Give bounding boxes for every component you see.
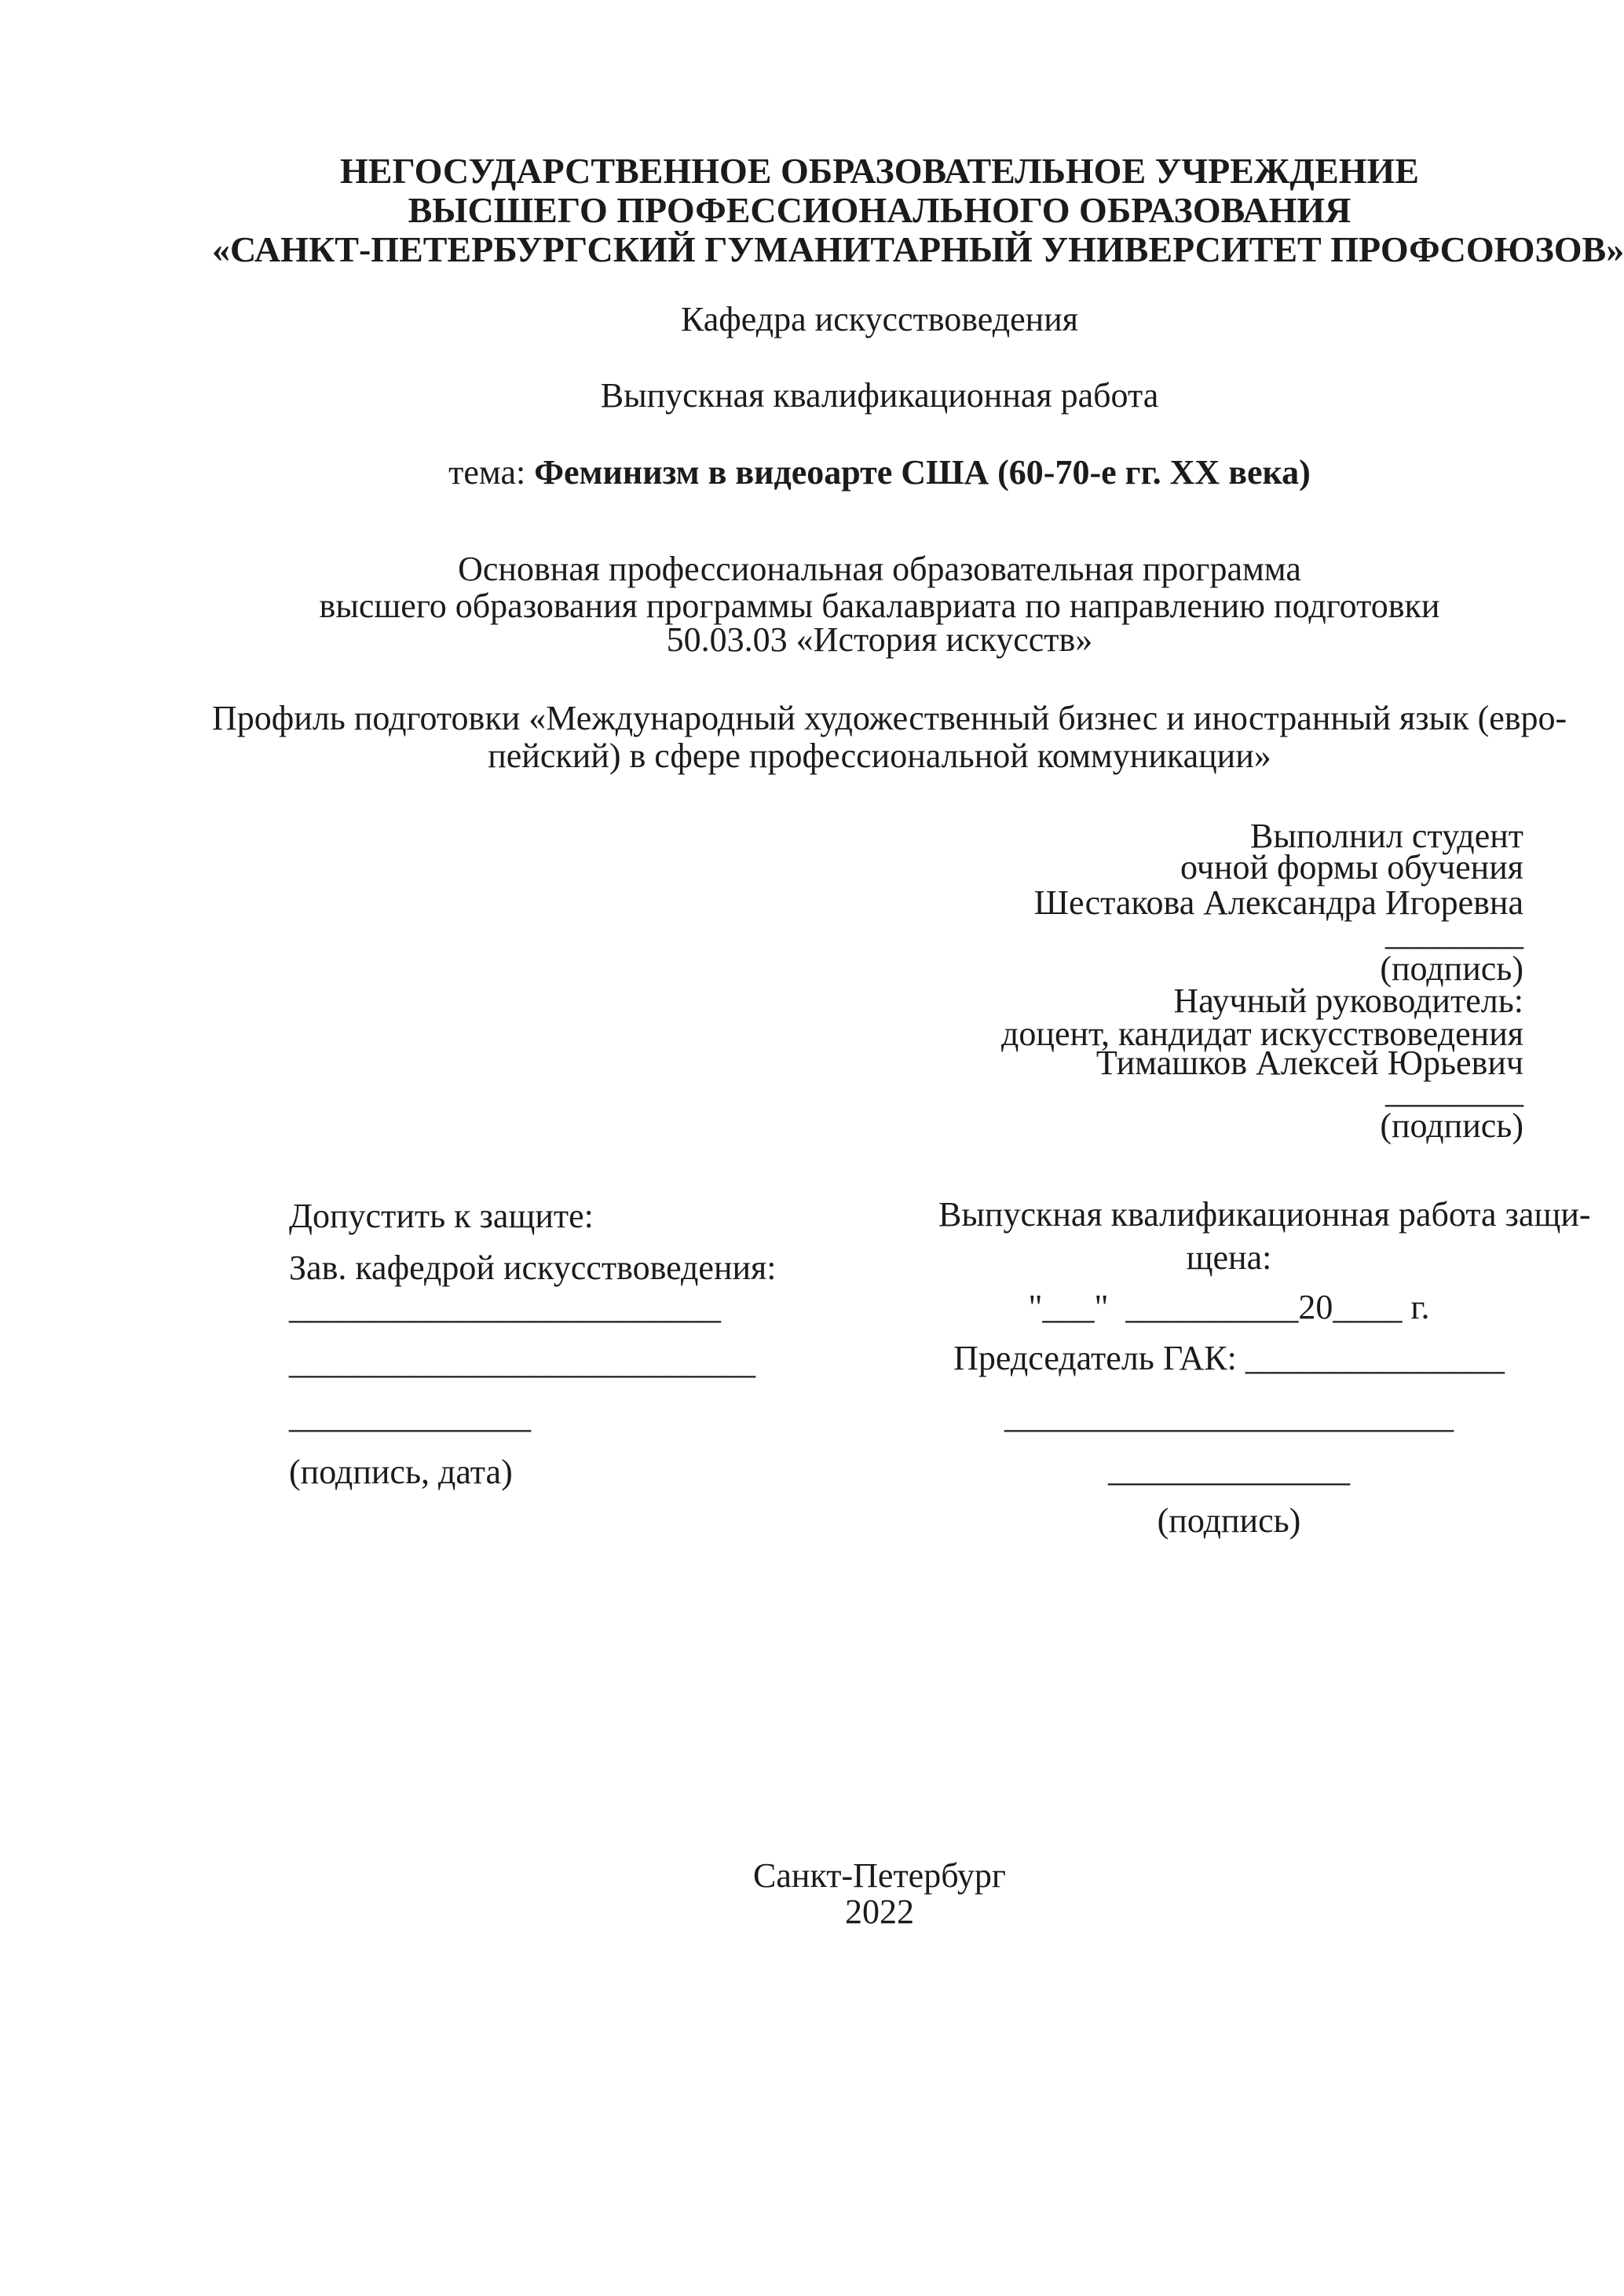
theme-line [212, 455, 1547, 490]
admission-blank-line-2: ___________________________ [289, 1343, 755, 1381]
author-name-line: Шестакова Александра Игоревна [1033, 883, 1523, 922]
author-signature-blank: ________ [1385, 914, 1523, 952]
performed-by-line: Выполнил студент [1250, 817, 1523, 855]
defense-line-2: щена: [1186, 1238, 1272, 1277]
admission-signature-date-caption: (подпись, дата) [289, 1453, 513, 1491]
profile-line-1: Профиль подготовки «Международный художественный бизнес и иностранный язык (евро- [212, 699, 1567, 737]
supervisor-name: Тимашков Алексей Юрьевич [1095, 1044, 1523, 1082]
institution-line-2: ВЫСШЕГО ПРОФЕССИОНАЛЬНОГО ОБРАЗОВАНИЯ [408, 190, 1352, 230]
defense-blank-line-2: ______________ [1108, 1450, 1350, 1489]
defense-date-line: "___" __________20____ г. [1028, 1288, 1430, 1326]
defense-chairman-line: Председатель ГАК: _______________ [953, 1339, 1505, 1377]
supervisor-signature-caption: (подпись) [1380, 1106, 1523, 1145]
program-line-3: 50.03.03 «История искусств» [666, 620, 1093, 659]
defense-line-1: Выпускная квалификационная работа защи- [938, 1195, 1591, 1234]
theme-label: тема: [448, 453, 535, 492]
defense-blank-line-1: __________________________ [1004, 1397, 1454, 1435]
footer-year: 2022 [845, 1892, 914, 1931]
admission-blank-line-1: _________________________ [289, 1288, 721, 1326]
admission-blank-line-3: ______________ [289, 1397, 531, 1435]
institution-line-1: НЕГОСУДАРСТВЕННОЕ ОБРАЗОВАТЕЛЬНОЕ УЧРЕЖДЕНИЕ [339, 151, 1419, 191]
work-type-line: Выпускная квалификационная работа [600, 376, 1159, 415]
profile-line-2: пейский) в сфере профессиональной коммуникации» [488, 737, 1271, 775]
admission-title: Допустить к защите: [289, 1197, 594, 1235]
defense-signature-caption: (подпись) [1157, 1501, 1301, 1540]
department-line: Кафедра искусствоведения [681, 300, 1078, 338]
program-line-1: Основная профессиональная образовательная программа [458, 550, 1301, 588]
admission-head-label: Зав. кафедрой искусствоведения: [289, 1249, 777, 1287]
supervisor-signature-blank: ________ [1385, 1072, 1523, 1110]
institution-line-3: «САНКТ-ПЕТЕРБУРГСКИЙ ГУМАНИТАРНЫЙ УНИВЕРСИТЕТ ПРОФСОЮЗОВ» [212, 229, 1624, 269]
program-line-2: высшего образования программы бакалавриата по направлению подготовки [319, 587, 1440, 625]
author-signature-caption: (подпись) [1380, 949, 1523, 988]
supervisor-degree: доцент, кандидат искусствоведения [1001, 1015, 1523, 1053]
footer-city: Санкт-Петербург [753, 1856, 1006, 1895]
supervisor-label: Научный руководитель: [1173, 982, 1523, 1020]
theme-title: Феминизм в видеоарте США (60-70-е гг. XX века) [534, 453, 1311, 492]
study-form-line: очной формы обучения [1180, 848, 1523, 887]
